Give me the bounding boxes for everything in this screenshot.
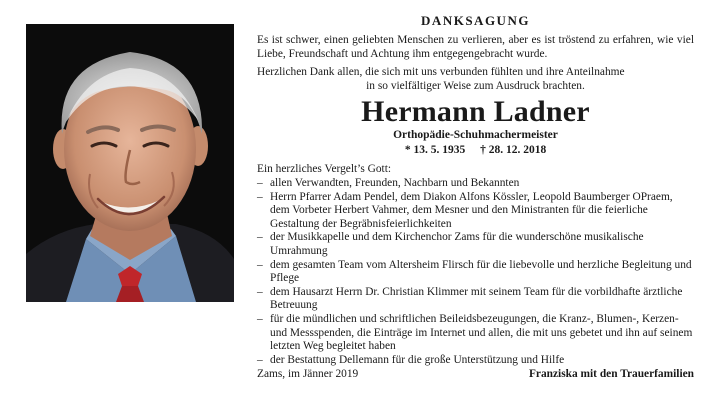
deceased-occupation: Orthopädie-Schuhmachermeister [393,129,558,141]
life-dates [257,144,694,156]
list-item: – allen Verwandten, Freunden, Nachbarn und Bekannten [257,177,694,191]
list-item: – dem gesamten Team vom Altersheim Flirsch für die liebevolle und herzliche Begleitung und Pflege [257,259,694,286]
gratitude-line-1: Herzlichen Dank allen, die sich mit uns verbunden fühlten und ihre Anteilnahme [257,66,625,78]
thanks-intro: Ein herzliches Vergelt’s Gott: [257,163,392,175]
gratitude-line-2: in so vielfältiger Weise zum Ausdruck brachten. [366,80,585,92]
intro-paragraph: Es ist schwer, einen geliebten Menschen zu verlieren, aber es ist tröstend zu erfahren, wie viel Liebe, Freundschaft und Achtung ihm entgegengebracht wurde. [257,34,694,60]
list-item: – der Musikkapelle und dem Kirchenchor Zams für die wunderschöne musikalische Umrahmung [257,231,694,258]
signature: Franziska mit den Trauerfamilien [528,368,694,380]
gratitude-paragraph [257,65,694,93]
list-item: – dem Hausarzt Herrn Dr. Christian Klimmer mit seinem Team für die vorbildhafte ärztliche Betreuung [257,286,694,313]
place-and-date: Zams, im Jänner 2019 [257,368,359,380]
list-item: – der Bestattung Dellemann für die große Unterstützung und Hilfe [257,354,694,368]
death-date: † 28. 12. 2018 [480,144,547,156]
deceased-name: Hermann Ladner [361,95,590,128]
thanks-list [257,177,694,367]
portrait-illustration [26,24,234,302]
list-item: – Herrn Pfarrer Adam Pendel, dem Diakon Alfons Kössler, Leopold Baumberger OPraem, dem Vorbeter Herbert Vahmer, dem Mesner und den Ministranten für die feierliche Gestaltung der Begräbnisfeierlichkeiten [257,191,694,232]
portrait-photo [26,24,234,302]
birth-date: * 13. 5. 1935 [404,144,466,156]
notice-heading: DANKSAGUNG [421,13,530,28]
list-item: – für die mündlichen und schriftlichen Beileidsbezeugungen, die Kranz-, Blumen-, Kerzen- und Messspenden, die Einträge im Internet und allen, die mit uns gebetet und ihn auf seinem letzten Weg begleitet haben [257,313,694,354]
